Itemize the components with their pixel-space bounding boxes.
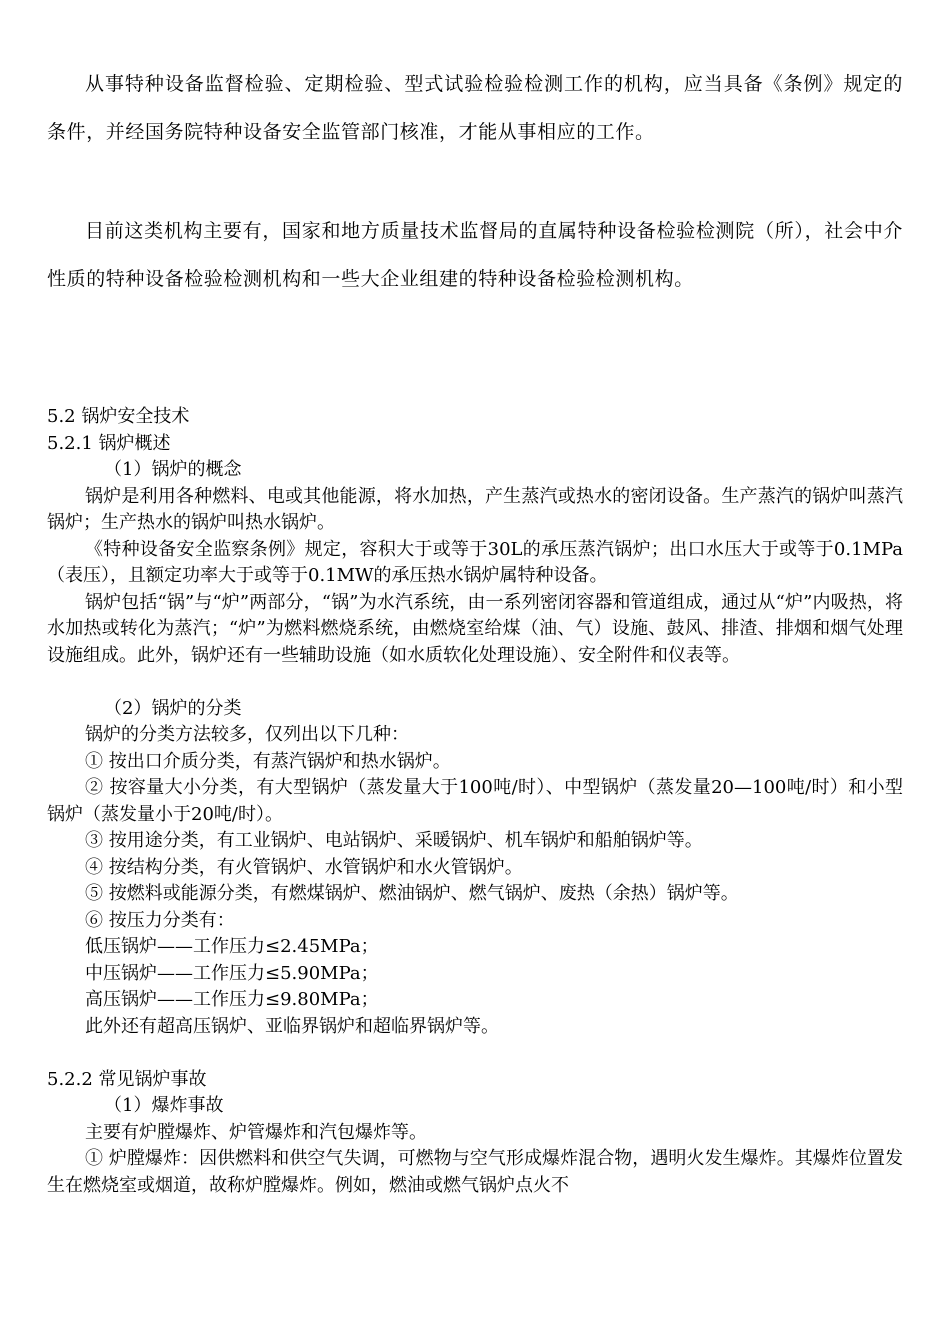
list-item: ⑥ 按压力分类有： xyxy=(85,909,235,931)
paragraph-classification-intro: 锅炉的分类方法较多，仅列出以下几种： xyxy=(85,724,409,745)
paragraph-boiler-components: 锅炉包括“锅”与“炉”两部分，“锅”为水汽系统，由一系列密闭容器和管道组成，通过从“炉”内吸热，将水加热或转化为蒸汽；“炉”为燃料燃烧系统，由燃烧室给煤（油、气）设施、鼓风、排渣、排烟和烟气处理设施组成。此外，锅炉还有一些辅助设施（如水质软化处理设施）、安全附件和仪表等。 xyxy=(47,591,903,666)
section-heading-5-2-1: 5.2.1 锅炉概述 xyxy=(47,432,171,454)
list-item: ③ 按用途分类，有工业锅炉、电站锅炉、采暖锅炉、机车锅炉和船舶锅炉等。 xyxy=(85,830,703,851)
section-heading-5-2-2: 5.2.2 常见锅炉事故 xyxy=(47,1068,207,1090)
pressure-class-line: 低压锅炉——工作压力≤2.45MPa； xyxy=(85,936,379,957)
subheading-boiler-concept: （1）锅炉的概念 xyxy=(104,459,242,480)
intro-paragraph-inspection-agencies: 从事特种设备监督检验、定期检验、型式试验检验检测工作的机构，应当具备《条例》规定的条件，并经国务院特种设备安全监管部门核准，才能从事相应的工作。 xyxy=(47,73,903,143)
pressure-class-line: 中压锅炉——工作压力≤5.90MPa； xyxy=(85,962,379,984)
paragraph-spacer xyxy=(47,1040,903,1067)
subheading-explosion-accidents: （1）爆炸事故 xyxy=(104,1095,224,1116)
paragraph-regulation: 《特种设备安全监察条例》规定，容积大于或等于30L的承压蒸汽锅炉；出口水压大于或等于0.1MPa（表压），且额定功率大于或等于0.1MW的承压热水锅炉属特种设备。 xyxy=(47,538,903,586)
paragraph-explosion-intro: 主要有炉膛爆炸、炉管爆炸和汽包爆炸等。 xyxy=(85,1121,427,1143)
list-item: ④ 按结构分类，有火管锅炉、水管锅炉和水火管锅炉。 xyxy=(85,856,523,878)
list-item: ② 按容量大小分类，有大型锅炉（蒸发量大于100吨/时）、中型锅炉（蒸发量20—100吨/时）和小型锅炉（蒸发量小于20吨/时）。 xyxy=(47,777,903,825)
paragraph-furnace-explosion: ① 炉膛爆炸：因供燃料和供空气失调，可燃物与空气形成爆炸混合物，遇明火发生爆炸。其爆炸位置发生在燃烧室或烟道，故称炉膛爆炸。例如，燃油或燃气锅炉点火不 xyxy=(47,1148,903,1196)
paragraph-spacer xyxy=(47,669,903,696)
section-5-2-body xyxy=(47,404,903,1199)
section-heading-5-2: 5.2 锅炉安全技术 xyxy=(47,406,190,427)
subheading-boiler-classification: （2）锅炉的分类 xyxy=(104,697,242,719)
list-item: ⑤ 按燃料或能源分类，有燃煤锅炉、燃油锅炉、燃气锅炉、废热（余热）锅炉等。 xyxy=(85,883,739,904)
paragraph-boiler-definition: 锅炉是利用各种燃料、电或其他能源，将水加热，产生蒸汽或热水的密闭设备。生产蒸汽的锅炉叫蒸汽锅炉；生产热水的锅炉叫热水锅炉。 xyxy=(47,485,903,533)
paragraph-classification-closing: 此外还有超高压锅炉、亚临界锅炉和超临界锅炉等。 xyxy=(85,1015,499,1037)
pressure-class-line: 高压锅炉——工作压力≤9.80MPa； xyxy=(85,989,379,1010)
list-item: ① 按出口介质分类，有蒸汽锅炉和热水锅炉。 xyxy=(85,750,451,772)
intro-paragraph-agency-types: 目前这类机构主要有，国家和地方质量技术监督局的直属特种设备检验检测院（所），社会中介性质的特种设备检验检测机构和一些大企业组建的特种设备检验检测机构。 xyxy=(47,220,903,290)
